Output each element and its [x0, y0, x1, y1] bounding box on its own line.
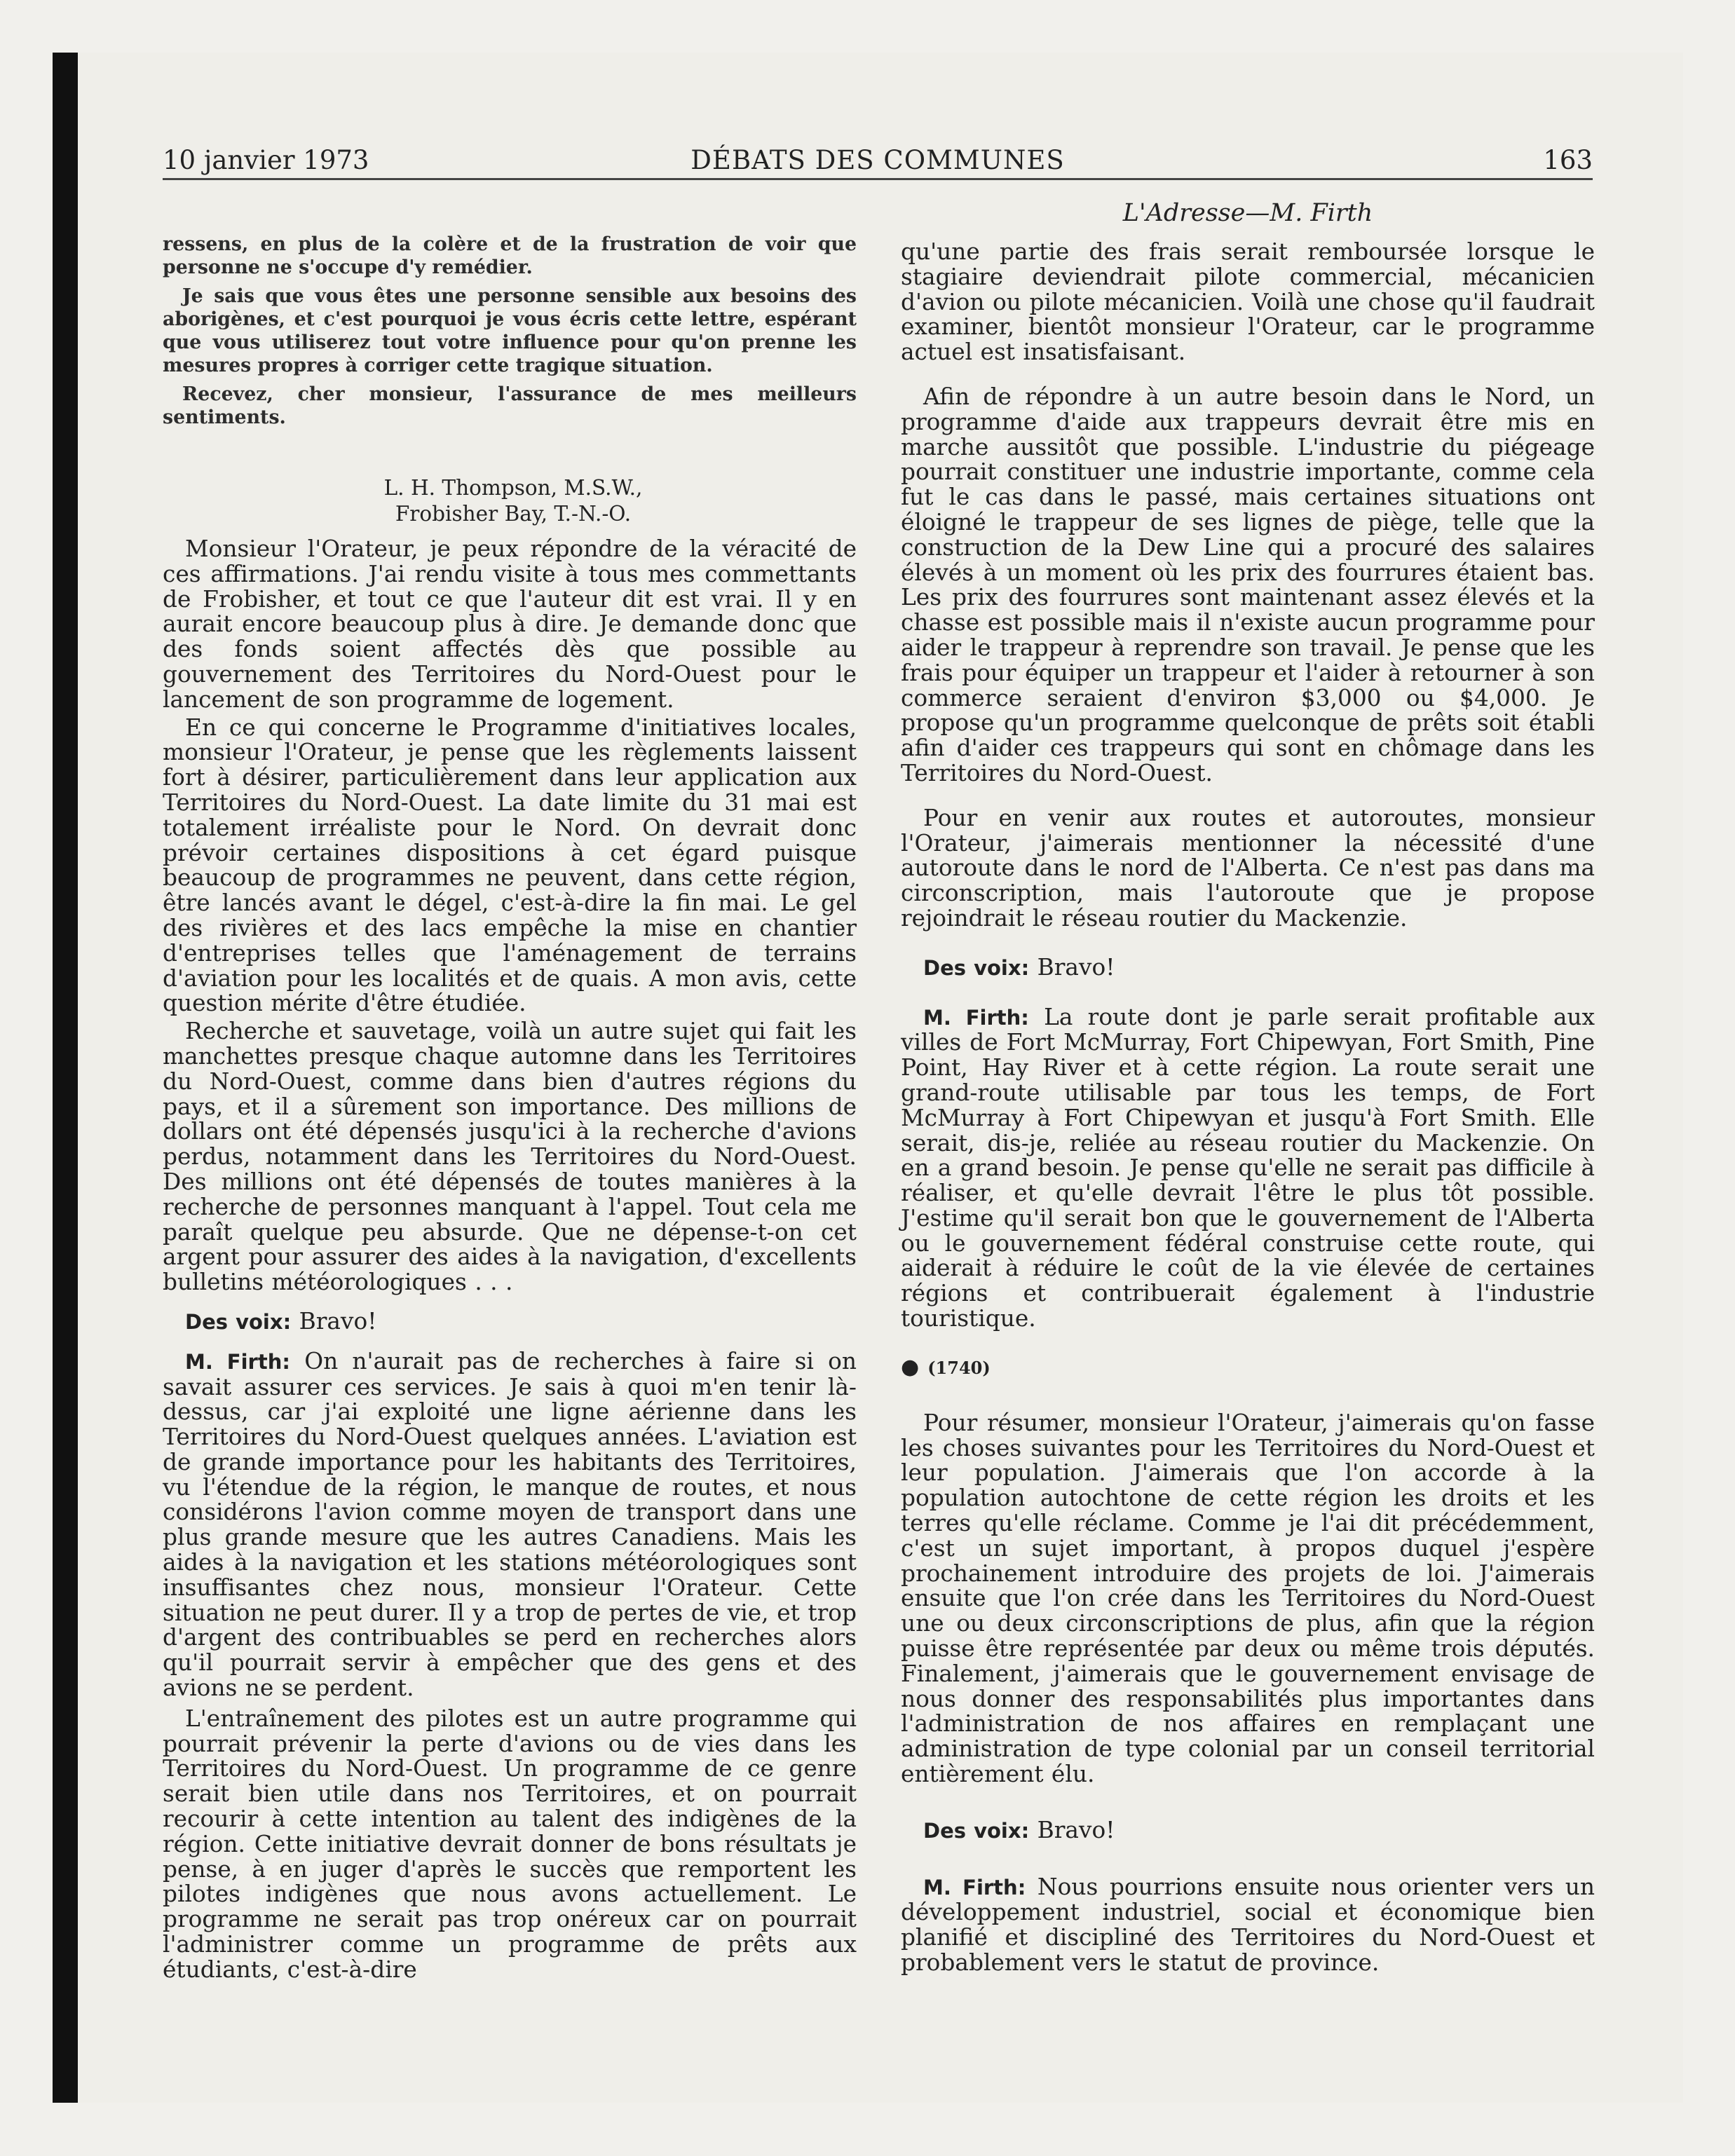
speaker-label: Des voix: — [923, 955, 1030, 980]
speech-paragraph: Monsieur l'Orateur, je peux répondre de la véracité de ces affirmations. J'ai rendu visite à tous mes commettants de Frobisher, et tout ce que l'auteur dit est vrai. Il y en aurait encore beaucoup plus à dire. Je demande donc que des fonds soient affectés dès que possible au gouvernement des Territoires du Nord-Ouest pour le lancement de son programme de logement. — [163, 535, 857, 713]
header-title: DÉBATS DES COMMUNES — [690, 145, 1065, 175]
letter-closing: Recevez, cher monsieur, l'assurance de mes meilleurs sentiments. — [163, 383, 857, 428]
speaker-label: M. Firth: — [923, 1005, 1029, 1030]
speech-paragraph: L'entraînement des pilotes est un autre programme qui pourrait prévenir la perte d'avions ou de vies dans les Territoires du Nord-Ouest. Un programme de ce genre serait bien utile dans nos Territoires, et on pourrait recourir à cette intention au talent des indigènes de la région. Cette initiative devrait donner de bons résultats je pense, à en juger d'après le succès que remportent les pilotes indigènes que nous avons actuellement. Le programme ne serait pas trop onéreux car on pourrait l'administrer comme un programme de prêts aux étudiants, c'est-à-dire — [163, 1705, 857, 1983]
bullet-icon: ● — [901, 1354, 920, 1379]
interjection-text: Bravo! — [1029, 953, 1115, 981]
running-head: L'Adresse—M. Firth — [1122, 199, 1373, 227]
letter-signature — [170, 475, 857, 527]
page-header — [163, 146, 1593, 180]
speech-paragraph: Pour en venir aux routes et autoroutes, monsieur l'Orateur, j'aimerais mentionner la nécessité d'une autoroute dans le nord de l'Alberta. Ce n'est pas dans ma circonscription, mais l'autoroute que je propose rejoindrait le réseau routier du Mackenzie. — [901, 804, 1595, 932]
speech-text: Nous pourrions ensuite nous orienter vers un développement industriel, social et économique bien planifié et discipliné des Territoires du Nord-Ouest et probablement vers le statut de province. — [901, 1873, 1595, 1977]
time-marker — [901, 1354, 1595, 1379]
speech-paragraph: En ce qui concerne le Programme d'initiatives locales, monsieur l'Orateur, je pense que les règlements laissent fort à désirer, particulièrement dans leur application aux Territoires du Nord-Ouest. La date limite du 31 mai est totalement irréaliste pour le Nord. On devrait donc prévoir certaines dispositions à cet égard puisque beaucoup de programmes ne peuvent, dans cette région, être lancés avant le dégel, c'est-à-dire la fin mai. Le gel des rivières et des lacs empêche la mise en chantier d'entreprises telles que l'aménagement de terrains d'aviation pour les localités et de quais. A mon avis, cette question mérite d'être étudiée. — [163, 714, 857, 1017]
interjection — [901, 955, 1595, 981]
speech-paragraph — [163, 1349, 857, 1701]
speech-paragraph: Afin de répondre à un autre besoin dans le Nord, un programme d'aide aux trappeurs devrait être mis en marche aussitôt que possible. L'industrie du piégeage pourrait constituer une industrie importante, comme cela fut le cas dans le passé, mais certaines situations ont éloigné le trappeur de ses lignes de piège, telle que la construction de la Dew Line qui a procuré des salaires élevés à un moment où les prix des fourrures étaient bas. Les prix des fourrures sont maintenant assez élevés et la chasse est possible mais il n'existe aucun programme pour aider le trappeur à reprendre son travail. Je pense que les frais pour équiper un trappeur et l'aider à retourner à son commerce seraient d'environ $3,000 ou $4,000. Je propose qu'un programme quelconque de prêts soit établi afin d'aider ces trappeurs qui sont en chômage dans les Territoires du Nord-Ouest. — [901, 383, 1595, 786]
interjection-text: Bravo! — [1029, 1816, 1115, 1843]
speaker-label: Des voix: — [185, 1309, 292, 1334]
speech-paragraph — [901, 1005, 1595, 1332]
header-date: 10 janvier 1973 — [163, 145, 369, 175]
speech-paragraph: Pour résumer, monsieur l'Orateur, j'aimerais qu'on fasse les choses suivantes pour les Territoires du Nord-Ouest et leur population. J'aimerais que l'on accorde à la population autochtone de cette région les droits et les terres qu'elle réclame. Comme je l'ai dit précédemment, c'est un sujet important, à propos duquel j'espère prochainement introduire des projets de loi. J'aimerais ensuite que l'on crée dans les Territoires du Nord-Ouest une ou deux circonscriptions de plus, afin que la région puisse être représentée par deux ou même trois députés. Finalement, j'aimerais que le gouvernement envisage de nous donner des responsabilités plus importantes dans l'administration de nos affaires en remplaçant une administration de type colonial par un conseil territorial entièrement élu. — [901, 1409, 1595, 1788]
interjection — [163, 1309, 857, 1335]
interjection — [901, 1818, 1595, 1844]
letter-paragraph: ressens, en plus de la colère et de la frustration de voir que personne ne s'occupe d'y remédier. — [163, 233, 857, 278]
speaker-label: Des voix: — [923, 1818, 1030, 1843]
page-number: 163 — [1543, 145, 1593, 175]
left-column — [163, 233, 857, 1983]
time-marker-text: (1740) — [927, 1357, 991, 1378]
signature-name: L. H. Thompson, M.S.W., — [383, 476, 643, 500]
speech-paragraph — [901, 1875, 1595, 1976]
speaker-label: M. Firth: — [185, 1349, 290, 1374]
speaker-label: M. Firth: — [923, 1875, 1026, 1899]
speech-paragraph: qu'une partie des frais serait remboursée lorsque le stagiaire deviendrait pilote commercial, mécanicien d'avion ou pilote mécanicien. Voilà une chose qu'il faudrait examiner, bientôt monsieur l'Orateur, car le programme actuel est insatisfaisant. — [901, 238, 1595, 366]
right-column — [901, 240, 1595, 1976]
scan-edge-bar — [53, 53, 78, 2103]
speech-text: On n'aurait pas de recherches à faire si on savait assurer ces services. Je sais à quoi m'en tenir là-dessus, car j'ai exploité une ligne aérienne dans les Territoires du Nord-Ouest quelques années. L'aviation est de grande importance pour les habitants des Territoires, vu l'étendue de la région, le manque de routes, et nous considérons l'avion comme moyen de transport dans une plus grande mesure que les autres Canadiens. Mais les aides à la navigation et les stations météorologiques sont insuffisantes chez nous, monsieur l'Orateur. Cette situation ne peut durer. Il y a trop de pertes de vie, et trop d'argent des contribuables se perd en recherches alors qu'il pourrait servir à empêcher que des gens et des avions ne se perdent. — [163, 1347, 857, 1702]
signature-place: Frobisher Bay, T.-N.-O. — [395, 502, 632, 526]
speech-text: La route dont je parle serait profitable aux villes de Fort McMurray, Fort Chipewyan, Fort Smith, Pine Point, Hay River et à cette région. La route serait une grand-route utilisable par tous les temps, de Fort McMurray à Fort Chipewyan et jusqu'à Fort Smith. Elle serait, dis-je, reliée au réseau routier du Mackenzie. On en a grand besoin. Je pense qu'elle ne serait pas difficile à réaliser, et qu'elle devrait l'être le plus tôt possible. J'estime qu'il serait bon que le gouvernement de l'Alberta ou le gouvernement fédéral construise cette route, qui aiderait à réduire le coût de la vie élevée de certaines régions et contribuerait également à l'industrie touristique. — [901, 1003, 1595, 1332]
interjection-text: Bravo! — [291, 1307, 377, 1335]
speech-paragraph: Recherche et sauvetage, voilà un autre sujet qui fait les manchettes presque chaque automne dans les Territoires du Nord-Ouest, comme dans bien d'autres régions du pays, et il a sûrement son importance. Des millions de dollars ont été dépensés jusqu'ici à la recherche d'avions perdus, notamment dans les Territoires du Nord-Ouest. Des millions ont été dépensés de toutes manières à la recherche de personnes manquant à l'appel. Tout cela me paraît quelque peu absurde. Que ne dépense-t-on cet argent pour assurer des aides à la navigation, d'excellents bulletins météorologiques . . . — [163, 1018, 857, 1296]
letter-paragraph: Je sais que vous êtes une personne sensible aux besoins des aborigènes, et c'est pourquoi je vous écris cette lettre, espérant que vous utiliserez tout votre influence pour qu'on prenne les mesures propres à corriger cette tragique situation. — [163, 285, 857, 376]
